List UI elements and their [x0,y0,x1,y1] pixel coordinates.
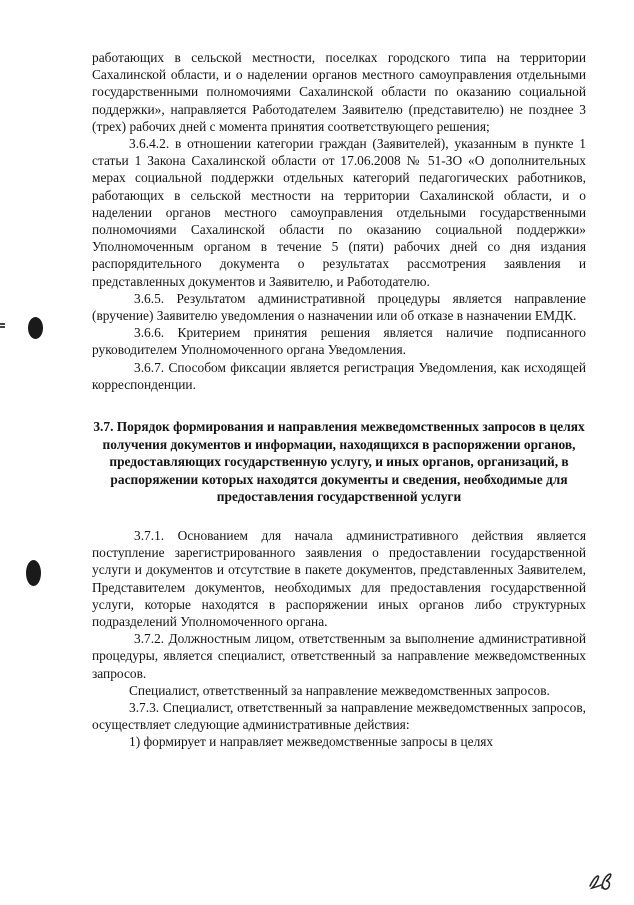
paragraph: 3.7.2. Должностным лицом, ответственным за выполнение административной процедуры, является специалист, ответственный за направление межведомственных запросов. [92,631,586,681]
section-heading: 3.7. Порядок формирования и направления межведомственных запросов в целях получения документов и информации, находящихся в распоряжении органов, предоставляющих государственную услугу, и иных органов, организаций, в распоряжении которых находятся документы и сведения, необходимые для предоставления государственной услуги [93,419,585,505]
handwritten-page-number [588,870,614,892]
paragraph: Специалист, ответственный за направление межведомственных запросов. [129,682,550,698]
binder-hole-mark [26,560,41,586]
paragraph: 3.6.5. Результатом административной процедуры является направление (вручение) Заявителю уведомления о назначении или об отказе в назначении ЕМДК. [92,290,586,324]
paragraph: 3.7.1. Основанием для начала административного действия является поступление зарегистрированного заявления о предоставлении государственной услуги и документов и отсутствие в пакете документов, представленных Заявителем, Представителем документов, необходимых для предоставления государственной услуги, которые находятся в распоряжении иных органов либо структурных подразделений Уполномоченного органа. [92,528,586,630]
paragraph: 3.6.7. Способом фиксации является регистрация Уведомления, как исходящей корреспонденции. [92,359,586,392]
paragraph: работающих в сельской местности, поселках городского типа на территории Сахалинской области, и о наделении органов местного самоуправления отдельными государственными полномочиями Сахалинской области по оказанию социальной поддержки», направляется Работодателем Заявителю (представителю) не позднее 3 (трех) рабочих дней с момента принятия соответствующего решения; [92,50,586,134]
binder-hole-mark [28,317,43,339]
paragraph: 3.6.6. Критерием принятия решения является наличие подписанного руководителем Уполномоченного органа Уведомления. [92,325,586,358]
paragraph: 1) формирует и направляет межведомственные запросы в целях [129,734,494,750]
paragraph: 3.6.4.2. в отношении категории граждан (Заявителей), указанным в пункте 1 статьи 1 Закона Сахалинской области от 17.06.2008 № 51-ЗО «О дополнительных мерах социальной поддержки отдельных категорий педагогических работников, работающих в сельской местности на территории Сахалинской области, и о наделении органов местного самоуправления отдельными государственными полномочиями Сахалинской области по оказанию социальной поддержки» Уполномоченным органом в течение 5 (пяти) рабочих дней со дня издания распорядительного документа о результатах рассмотрения заявления и представленных документов и Заявителю, и Работодателю. [92,136,586,289]
edge-mark [0,326,5,328]
document-body [92,49,586,751]
edge-mark [0,323,5,325]
paragraph: 3.7.3. Специалист, ответственный за направление межведомственных запросов, осуществляет следующие административные действия: [92,700,586,733]
